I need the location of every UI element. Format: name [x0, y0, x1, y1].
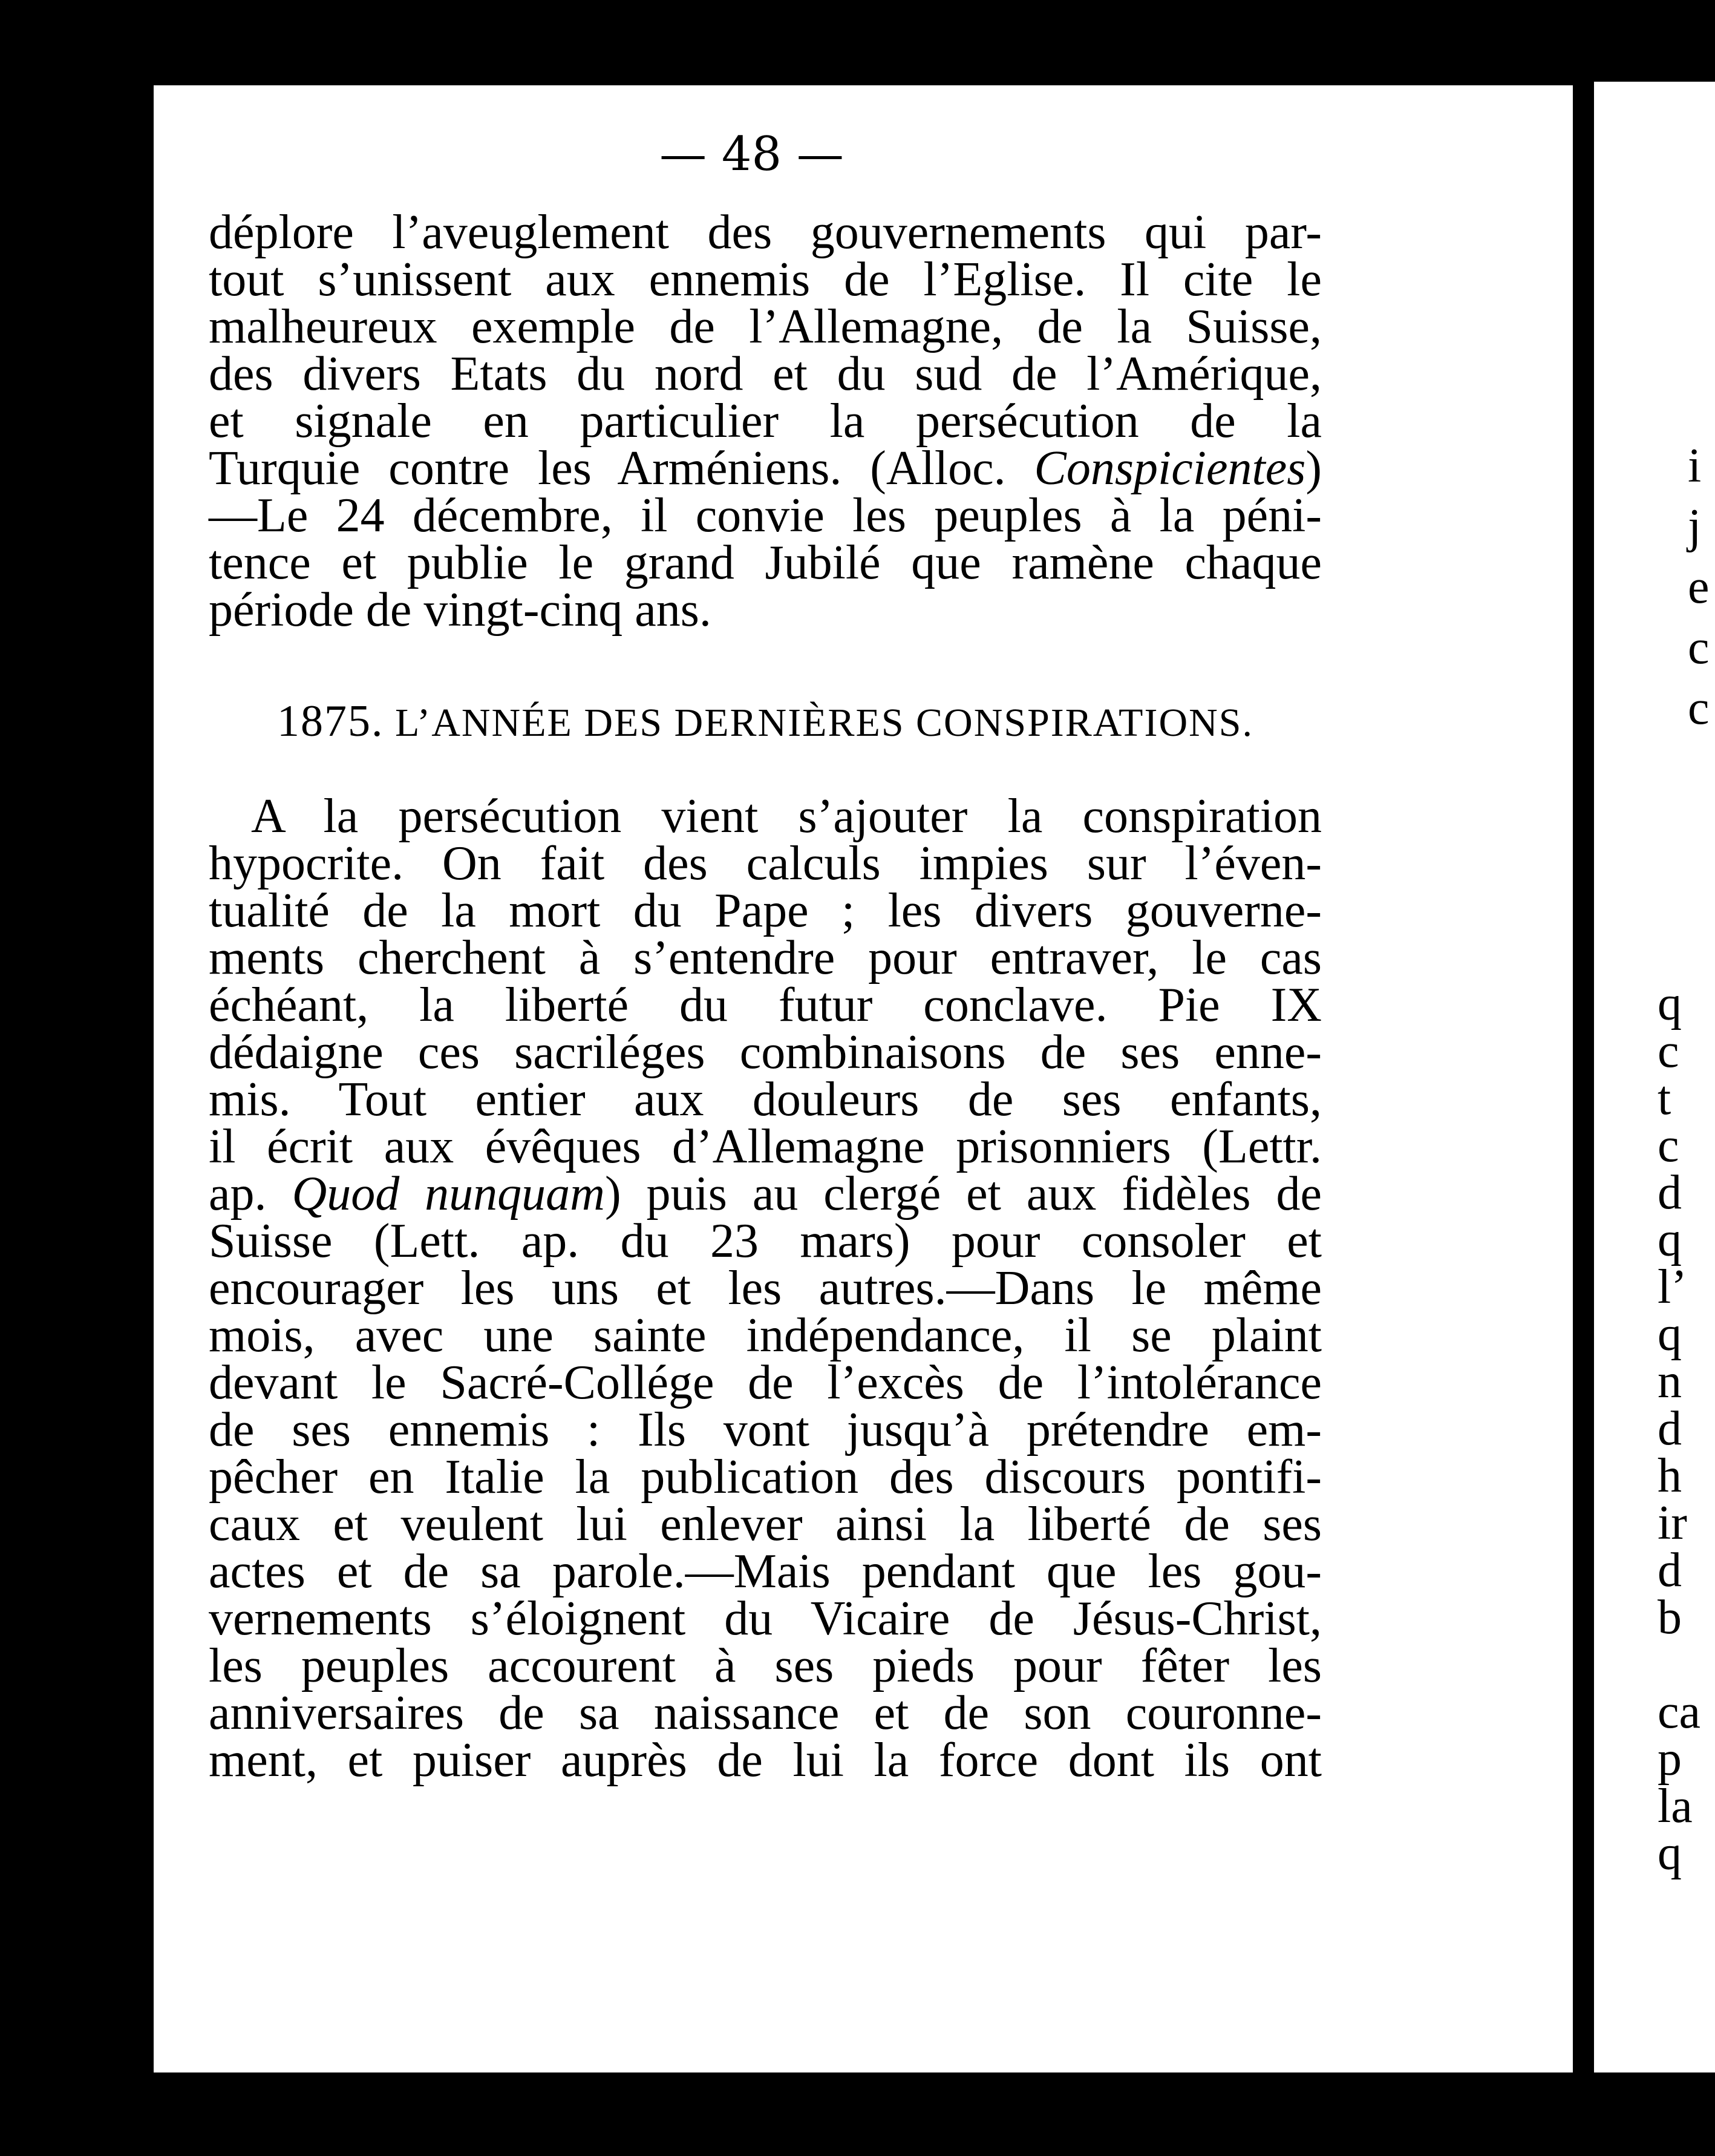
text-line: les peuples accourent à ses pieds pour fêter les — [209, 1639, 1322, 1692]
text-segment: Turquie contre les Arméniens. (Alloc. — [209, 442, 1034, 495]
text-line: et signale en particulier la persécution de la — [209, 395, 1322, 448]
text-line: de ses ennemis : Ils vont jusqu’à prétendre em- — [209, 1403, 1322, 1456]
text-line: malheureux exemple de l’Allemagne, de la Suisse, — [209, 300, 1322, 353]
text-segment: ) — [1305, 442, 1322, 495]
text-line: encourager les uns et les autres.—Dans le même — [209, 1262, 1322, 1315]
fragment: j — [1688, 500, 1702, 553]
fragment: c — [1658, 1024, 1679, 1078]
fragment: l’ — [1658, 1260, 1687, 1314]
text-line: pêcher en Italie la publication des discours pontifi- — [209, 1450, 1322, 1504]
heading-text: L’ANNÉE DES DERNIÈRES CONSPIRATIONS. — [395, 701, 1253, 745]
fragment: t — [1658, 1072, 1671, 1125]
text-line: Suisse (Lett. ap. du 23 mars) pour consoler et — [209, 1214, 1322, 1268]
text-line: déplore l’aveuglement des gouvernements qui par- — [209, 206, 1322, 259]
text-segment: ) puis au clergé et aux fidèles de — [604, 1167, 1322, 1221]
text-line: devant le Sacré-Collége de l’excès de l’intolérance — [209, 1356, 1322, 1409]
fragment: p — [1658, 1732, 1682, 1786]
text-line: vernements s’éloignent du Vicaire de Jésus-Christ, — [209, 1592, 1322, 1645]
adjacent-page-fragments — [1658, 977, 1701, 1880]
fragment: ir — [1658, 1496, 1687, 1550]
fragment: d — [1658, 1544, 1682, 1597]
text-line: ment, et puiser auprès de lui la force dont ils ont — [209, 1734, 1322, 1787]
text-line — [209, 1167, 1322, 1221]
text-line — [209, 442, 1322, 495]
page-number: — 48 — — [659, 127, 844, 182]
text-line: anniversaires de sa naissance et de son couronne- — [209, 1686, 1322, 1740]
citation-title: Conspicientes — [1034, 442, 1306, 495]
fragment: c — [1688, 621, 1710, 674]
heading-year: 1875. — [277, 696, 384, 746]
text-line: période de vingt-cinq ans. — [209, 583, 711, 637]
citation-title: Quod nunquam — [292, 1167, 605, 1221]
text-line: A la persécution vient s’ajouter la conspiration — [251, 790, 1322, 843]
fragment: ca — [1658, 1685, 1701, 1738]
fragment: c — [1688, 681, 1710, 735]
text-line: hypocrite. On fait des calculs impies sur l’éven- — [209, 837, 1322, 890]
paragraph-2 — [209, 790, 1322, 1787]
fragment: d — [1658, 1402, 1682, 1455]
fragment: q — [1658, 1213, 1682, 1266]
fragment: n — [1658, 1355, 1682, 1408]
fragment: b — [1658, 1591, 1682, 1644]
gutter-shadow — [1573, 82, 1588, 2072]
text-segment: ap. — [209, 1167, 292, 1221]
text-line: tout s’unissent aux ennemis de l’Eglise. Il cite le — [209, 253, 1322, 306]
adjacent-page-fragments-top — [1688, 436, 1710, 738]
fragment: q — [1658, 1827, 1682, 1880]
text-line: mis. Tout entier aux douleurs de ses enfants, — [209, 1073, 1322, 1126]
paragraph-1 — [209, 206, 1322, 637]
fragment: e — [1688, 560, 1710, 614]
fragment: h — [1658, 1449, 1682, 1502]
fragment — [1658, 1641, 1700, 1688]
text-line: tence et publie le grand Jubilé que ramène chaque — [209, 536, 1322, 589]
text-line: caux et veulent lui enlever ainsi la liberté de ses — [209, 1498, 1322, 1551]
text-line: —Le 24 décembre, il convie les peuples à la péni- — [209, 489, 1322, 542]
fragment: q — [1658, 977, 1682, 1030]
fragment: c — [1658, 1119, 1679, 1172]
text-line: mois, avec une sainte indépendance, il se plaint — [209, 1309, 1322, 1362]
fragment: d — [1658, 1166, 1682, 1219]
text-line: des divers Etats du nord et du sud de l’Amérique, — [209, 347, 1322, 401]
text-line: actes et de sa parole.—Mais pendant que les gou- — [209, 1545, 1322, 1598]
section-heading — [209, 696, 1322, 747]
text-line: il écrit aux évêques d’Allemagne prisonniers (Lettr. — [209, 1120, 1322, 1173]
text-line: ments cherchent à s’entendre pour entraver, le cas — [209, 931, 1322, 985]
fragment: la — [1658, 1780, 1693, 1833]
text-line: dédaigne ces sacriléges combinaisons de ses enne- — [209, 1026, 1322, 1079]
text-line: tualité de la mort du Pape ; les divers gouverne- — [209, 884, 1322, 937]
text-line: échéant, la liberté du futur conclave. Pie IX — [209, 978, 1322, 1032]
fragment: i — [1688, 439, 1702, 493]
fragment: q — [1658, 1308, 1682, 1361]
